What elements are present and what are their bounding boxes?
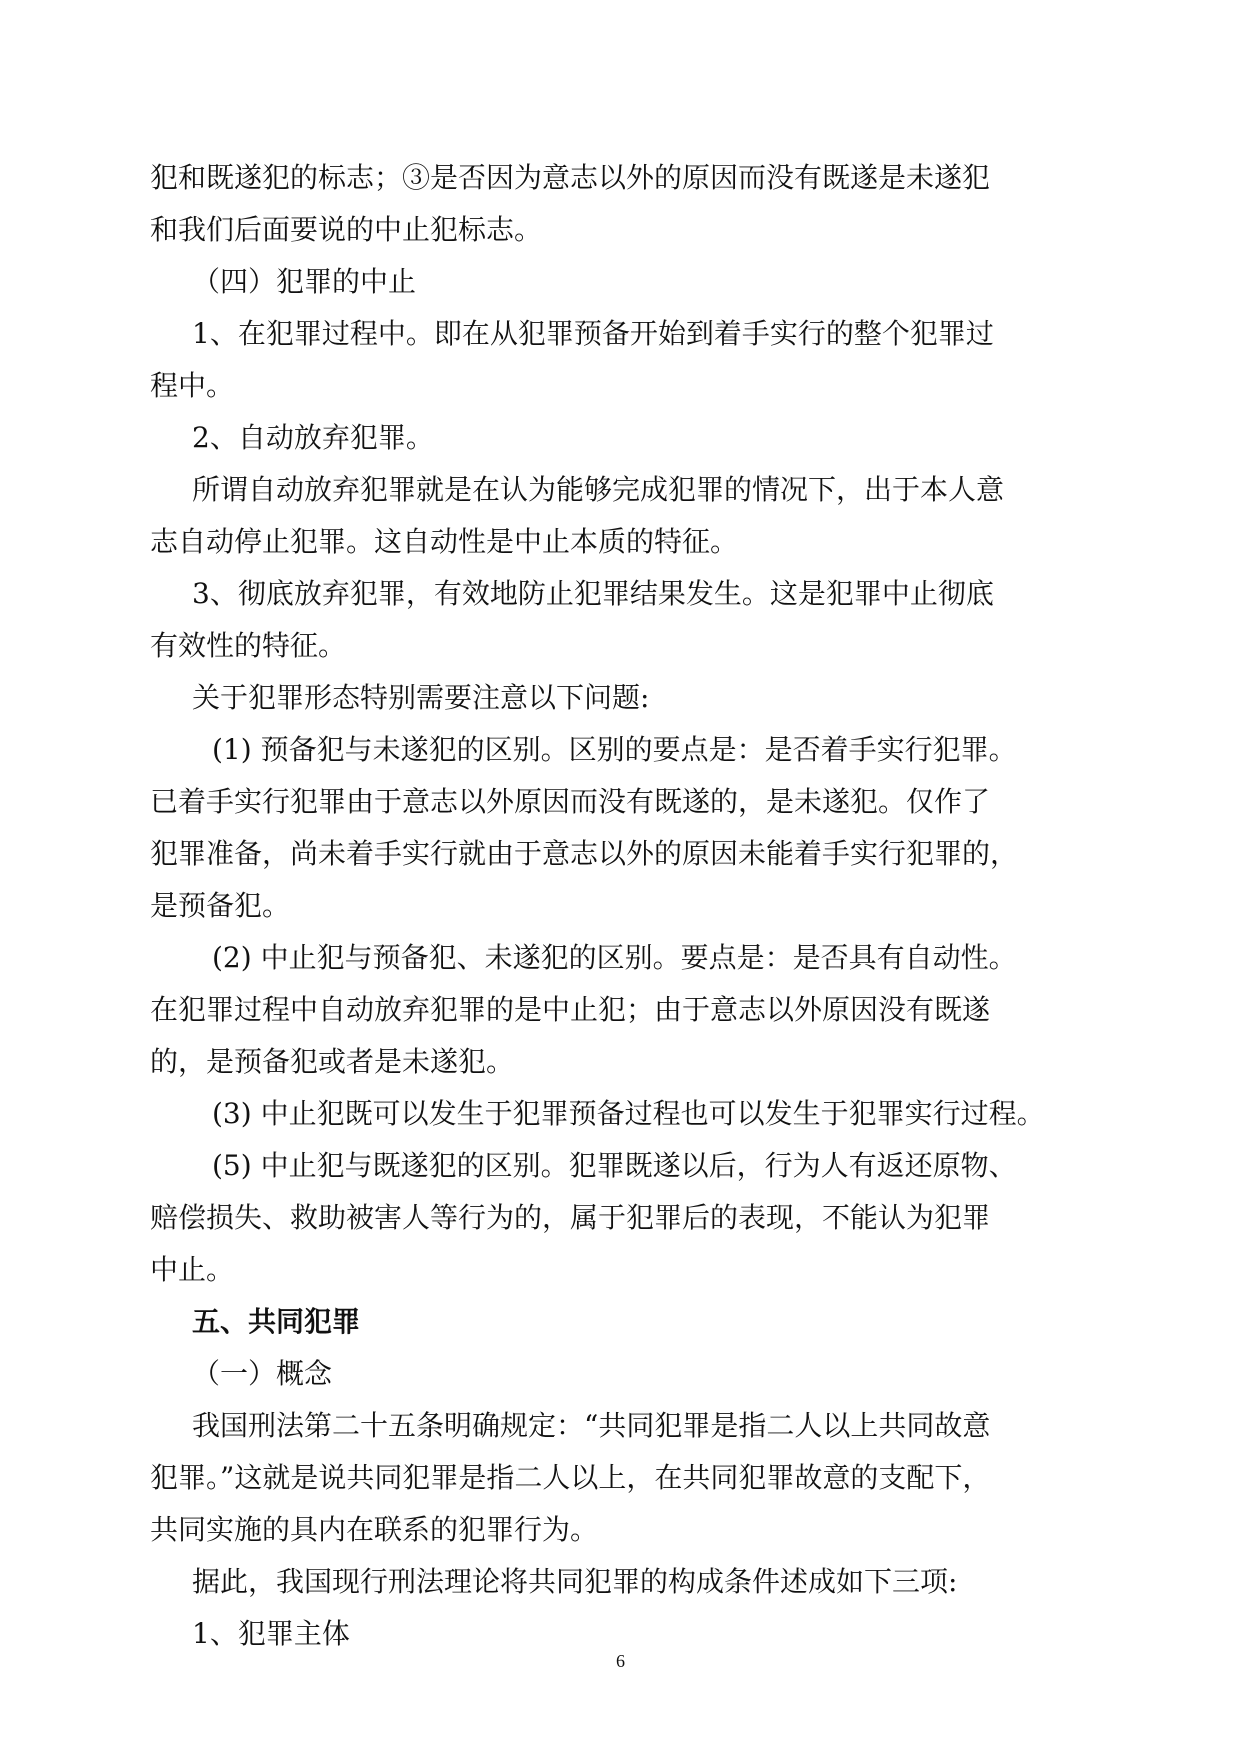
text-line: 赔偿损失、救助被害人等行为的，属于犯罪后的表现，不能认为犯罪 — [150, 1201, 991, 1234]
text-line: 2、自动放弃犯罪。 — [192, 421, 434, 454]
text-line: 所谓自动放弃犯罪就是在认为能够完成犯罪的情况下，出于本人意 — [192, 473, 1005, 506]
text-line: 共同实施的具内在联系的犯罪行为。 — [150, 1513, 599, 1546]
text-line: 1、犯罪主体 — [192, 1617, 350, 1650]
text-line: 有效性的特征。 — [150, 629, 347, 662]
text-line: 志自动停止犯罪。这自动性是中止本质的特征。 — [150, 525, 739, 558]
text-line: 已着手实行犯罪由于意志以外原因而没有既遂的，是未遂犯。仅作了 — [150, 785, 991, 818]
body-text — [150, 152, 1090, 1660]
text-line: (5) 中止犯与既遂犯的区别。犯罪既遂以后，行为人有返还原物、 — [212, 1149, 1017, 1182]
text-line: 据此，我国现行刑法理论将共同犯罪的构成条件述成如下三项: — [192, 1565, 958, 1598]
text-line: 和我们后面要说的中止犯标志。 — [150, 213, 543, 246]
text-line: 我国刑法第二十五条明确规定：“共同犯罪是指二人以上共同故意 — [192, 1409, 991, 1442]
chapter-heading: 五、共同犯罪 — [192, 1305, 361, 1338]
text-line: (3) 中止犯既可以发生于犯罪预备过程也可以发生于犯罪实行过程。 — [212, 1097, 1045, 1130]
text-line: (1) 预备犯与未遂犯的区别。区别的要点是：是否着手实行犯罪。 — [212, 733, 1017, 766]
text-line: 犯罪。”这就是说共同犯罪是指二人以上，在共同犯罪故意的支配下， — [150, 1461, 991, 1494]
text-line: 关于犯罪形态特别需要注意以下问题: — [192, 681, 650, 714]
section-heading: （四）犯罪的中止 — [192, 265, 417, 298]
text-line: 在犯罪过程中自动放弃犯罪的是中止犯；由于意志以外原因没有既遂 — [150, 993, 991, 1026]
text-line: (2) 中止犯与预备犯、未遂犯的区别。要点是：是否具有自动性。 — [212, 941, 1017, 974]
text-line: 3、彻底放弃犯罪，有效地防止犯罪结果发生。这是犯罪中止彻底 — [192, 577, 994, 610]
text-line: 是预备犯。 — [150, 889, 291, 922]
section-heading: （一）概念 — [192, 1357, 333, 1390]
text-line: 的，是预备犯或者是未遂犯。 — [150, 1045, 515, 1078]
text-line: 中止。 — [150, 1253, 235, 1286]
text-line: 犯和既遂犯的标志；③是否因为意志以外的原因而没有既遂是未遂犯 — [150, 161, 991, 194]
page-number: 6 — [616, 1651, 625, 1671]
text-line: 1、在犯罪过程中。即在从犯罪预备开始到着手实行的整个犯罪过 — [192, 317, 994, 350]
text-line: 犯罪准备，尚未着手实行就由于意志以外的原因未能着手实行犯罪的， — [150, 837, 1019, 870]
text-line: 程中。 — [150, 369, 235, 402]
